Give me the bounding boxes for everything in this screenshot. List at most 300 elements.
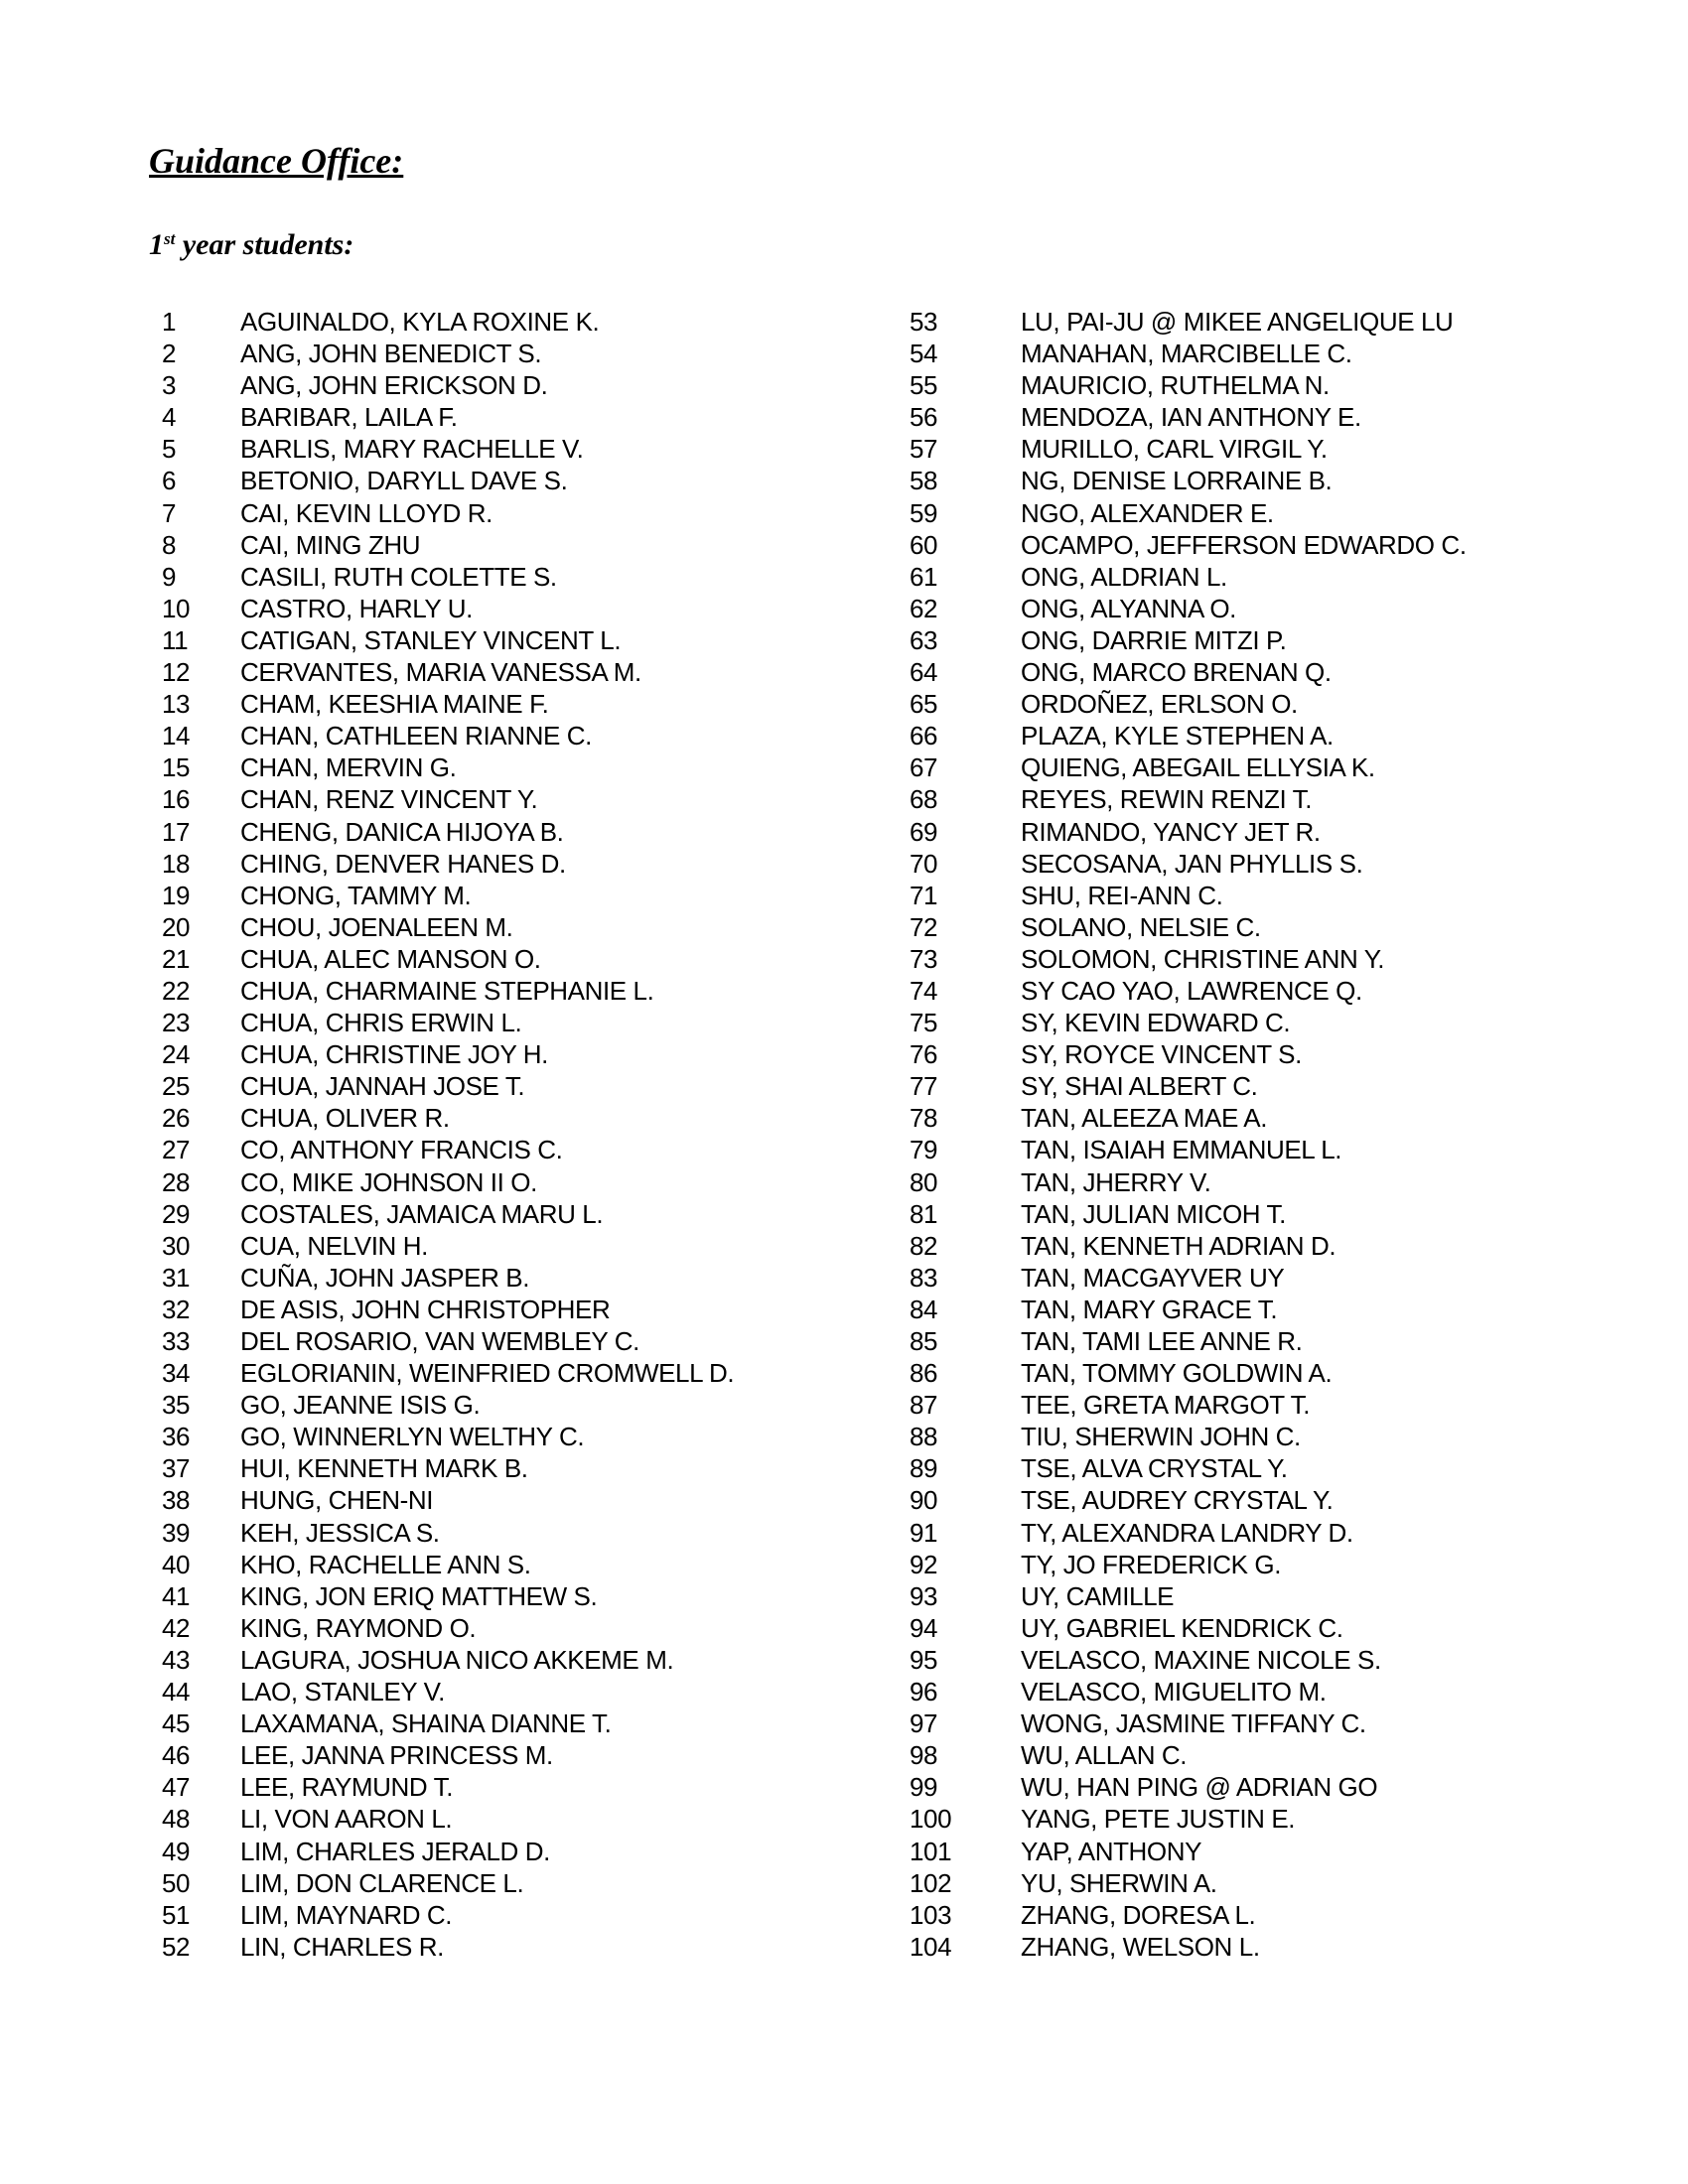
list-item	[129, 433, 824, 465]
student-name: ANG, JOHN ERICKSON D.	[240, 370, 548, 401]
student-name: LI, VON AARON L.	[240, 1804, 453, 1835]
student-name: TAN, ISAIAH EMMANUEL L.	[1021, 1135, 1342, 1165]
list-item	[129, 975, 824, 1007]
student-number: 75	[910, 1008, 938, 1038]
list-item	[129, 1803, 824, 1835]
student-name: GO, WINNERLYN WELTHY C.	[240, 1422, 585, 1452]
student-number: 80	[910, 1166, 938, 1197]
student-name: CHUA, OLIVER R.	[240, 1103, 450, 1134]
list-item	[910, 1325, 1624, 1357]
student-number: 69	[910, 816, 938, 847]
list-item	[910, 1007, 1624, 1038]
list-item	[910, 751, 1624, 783]
list-item	[910, 1357, 1624, 1389]
student-name: EGLORIANIN, WEINFRIED CROMWELL D.	[240, 1358, 735, 1389]
list-item	[910, 593, 1624, 624]
student-number: 32	[162, 1294, 191, 1324]
list-item	[129, 1899, 824, 1931]
student-number: 7	[162, 497, 177, 528]
student-name: ANG, JOHN BENEDICT S.	[240, 339, 542, 369]
student-number: 82	[910, 1230, 938, 1261]
list-item	[129, 688, 824, 720]
student-name: BARIBAR, LAILA F.	[240, 402, 458, 433]
student-name: CHUA, JANNAH JOSE T.	[240, 1071, 525, 1102]
student-name: CHUA, ALEC MANSON O.	[240, 943, 541, 974]
student-name: YAP, ANTHONY	[1021, 1836, 1202, 1866]
list-item	[910, 975, 1624, 1007]
student-number: 94	[910, 1612, 938, 1643]
student-name: CO, ANTHONY FRANCIS C.	[240, 1135, 563, 1165]
student-number: 8	[162, 529, 177, 560]
student-number: 54	[910, 339, 938, 369]
student-number: 87	[910, 1390, 938, 1421]
student-name: CAI, KEVIN LLOYD R.	[240, 497, 492, 528]
student-name: KEH, JESSICA S.	[240, 1517, 440, 1548]
office-title: Guidance Office:	[149, 141, 404, 181]
list-item	[910, 401, 1624, 433]
student-number: 72	[910, 911, 938, 942]
list-item	[910, 1484, 1624, 1516]
student-number: 60	[910, 529, 938, 560]
list-item	[910, 433, 1624, 465]
list-item	[910, 1230, 1624, 1262]
student-number: 104	[910, 1931, 952, 1962]
list-item	[910, 1166, 1624, 1198]
student-number: 101	[910, 1836, 952, 1866]
list-item	[910, 1421, 1624, 1452]
student-name: CHOU, JOENALEEN M.	[240, 911, 513, 942]
list-item	[129, 656, 824, 688]
list-item	[129, 306, 824, 338]
list-item	[910, 1294, 1624, 1325]
student-name: YU, SHERWIN A.	[1021, 1867, 1217, 1898]
student-number: 31	[162, 1262, 191, 1293]
section-title	[149, 230, 353, 260]
ordinal-number: 1	[149, 228, 164, 261]
student-number: 65	[910, 689, 938, 720]
ordinal-suffix: st	[164, 229, 176, 248]
student-number: 17	[162, 816, 191, 847]
list-item	[910, 1262, 1624, 1294]
student-name: LAXAMANA, SHAINA DIANNE T.	[240, 1708, 612, 1739]
list-item	[910, 1038, 1624, 1070]
student-number: 35	[162, 1390, 191, 1421]
student-number: 70	[910, 848, 938, 879]
student-name: CAI, MING ZHU	[240, 529, 421, 560]
student-name: TY, ALEXANDRA LANDRY D.	[1021, 1517, 1353, 1548]
student-name: TAN, TOMMY GOLDWIN A.	[1021, 1358, 1333, 1389]
list-item	[129, 1580, 824, 1612]
list-item	[129, 720, 824, 751]
student-number: 91	[910, 1517, 938, 1548]
student-number: 58	[910, 466, 938, 496]
list-item	[129, 593, 824, 624]
student-name: MANAHAN, MARCIBELLE C.	[1021, 339, 1352, 369]
list-item	[910, 848, 1624, 880]
student-name: TEE, GRETA MARGOT T.	[1021, 1390, 1311, 1421]
student-name: CHONG, TAMMY M.	[240, 880, 472, 910]
student-name: SY, KEVIN EDWARD C.	[1021, 1008, 1291, 1038]
list-item	[910, 1612, 1624, 1644]
student-name: SY CAO YAO, LAWRENCE Q.	[1021, 975, 1362, 1006]
student-number: 51	[162, 1899, 191, 1930]
student-name: ONG, ALYANNA O.	[1021, 593, 1236, 623]
list-item	[129, 401, 824, 433]
list-item	[129, 465, 824, 496]
student-name: NGO, ALEXANDER E.	[1021, 497, 1274, 528]
student-name: KING, RAYMOND O.	[240, 1612, 477, 1643]
student-name: CO, MIKE JOHNSON II O.	[240, 1166, 537, 1197]
student-name: LU, PAI-JU @ MIKEE ANGELIQUE LU	[1021, 307, 1454, 337]
student-number: 16	[162, 784, 191, 815]
student-number: 41	[162, 1580, 191, 1611]
list-item	[910, 911, 1624, 943]
student-name: SHU, REI-ANN C.	[1021, 880, 1223, 910]
student-name: ONG, DARRIE MITZI P.	[1021, 624, 1287, 655]
list-item	[129, 1166, 824, 1198]
list-item	[129, 1357, 824, 1389]
student-number: 40	[162, 1549, 191, 1579]
student-name: ORDOÑEZ, ERLSON O.	[1021, 689, 1298, 720]
student-number: 84	[910, 1294, 938, 1324]
list-item	[129, 1931, 824, 1963]
student-number: 49	[162, 1836, 191, 1866]
list-item	[910, 720, 1624, 751]
student-number: 23	[162, 1008, 191, 1038]
student-number: 13	[162, 689, 191, 720]
list-item	[910, 656, 1624, 688]
student-name: HUI, KENNETH MARK B.	[240, 1453, 528, 1484]
list-item	[910, 1707, 1624, 1739]
student-number: 2	[162, 339, 177, 369]
student-number: 81	[910, 1198, 938, 1229]
student-number: 12	[162, 657, 191, 688]
student-number: 5	[162, 434, 177, 465]
student-name: CERVANTES, MARIA VANESSA M.	[240, 657, 641, 688]
list-item	[129, 1230, 824, 1262]
list-item	[910, 783, 1624, 815]
list-item	[129, 624, 824, 656]
student-number: 67	[910, 752, 938, 783]
student-number: 83	[910, 1262, 938, 1293]
list-item	[129, 369, 824, 401]
list-item	[129, 1484, 824, 1516]
student-name: MENDOZA, IAN ANTHONY E.	[1021, 402, 1361, 433]
list-item	[910, 1899, 1624, 1931]
student-name: YANG, PETE JUSTIN E.	[1021, 1804, 1296, 1835]
section-label: year students:	[182, 228, 354, 261]
student-name: COSTALES, JAMAICA MARU L.	[240, 1198, 604, 1229]
list-item	[910, 1580, 1624, 1612]
student-name: LAGURA, JOSHUA NICO AKKEME M.	[240, 1644, 674, 1675]
student-list-left	[129, 306, 824, 1963]
student-number: 98	[910, 1740, 938, 1771]
student-number: 9	[162, 561, 177, 592]
list-item	[910, 816, 1624, 848]
student-number: 15	[162, 752, 191, 783]
student-name: KHO, RACHELLE ANN S.	[240, 1549, 531, 1579]
student-name: REYES, REWIN RENZI T.	[1021, 784, 1313, 815]
list-item	[910, 306, 1624, 338]
student-number: 93	[910, 1580, 938, 1611]
list-item	[910, 369, 1624, 401]
student-name: TIU, SHERWIN JOHN C.	[1021, 1422, 1301, 1452]
student-number: 50	[162, 1867, 191, 1898]
student-name: ONG, MARCO BRENAN Q.	[1021, 657, 1332, 688]
list-item	[910, 1739, 1624, 1771]
list-item	[129, 1644, 824, 1676]
student-name: OCAMPO, JEFFERSON EDWARDO C.	[1021, 529, 1467, 560]
student-number: 66	[910, 721, 938, 751]
student-number: 38	[162, 1485, 191, 1516]
student-name: LEE, RAYMUND T.	[240, 1772, 454, 1803]
list-item	[129, 1517, 824, 1549]
student-number: 39	[162, 1517, 191, 1548]
student-number: 96	[910, 1677, 938, 1707]
list-item	[910, 1836, 1624, 1867]
student-number: 99	[910, 1772, 938, 1803]
list-item	[910, 529, 1624, 561]
list-item	[910, 1644, 1624, 1676]
student-number: 103	[910, 1899, 952, 1930]
student-name: SOLOMON, CHRISTINE ANN Y.	[1021, 943, 1385, 974]
student-name: DEL ROSARIO, VAN WEMBLEY C.	[240, 1326, 639, 1356]
student-number: 46	[162, 1740, 191, 1771]
student-name: QUIENG, ABEGAIL ELLYSIA K.	[1021, 752, 1375, 783]
student-name: TAN, ALEEZA MAE A.	[1021, 1103, 1268, 1134]
student-number: 30	[162, 1230, 191, 1261]
student-name: CHAM, KEESHIA MAINE F.	[240, 689, 549, 720]
list-item	[129, 1325, 824, 1357]
list-item	[910, 561, 1624, 593]
list-item	[910, 1070, 1624, 1102]
student-number: 64	[910, 657, 938, 688]
student-name: CUA, NELVIN H.	[240, 1230, 428, 1261]
student-number: 61	[910, 561, 938, 592]
list-item	[129, 1452, 824, 1484]
list-item	[910, 880, 1624, 911]
student-name: TAN, TAMI LEE ANNE R.	[1021, 1326, 1303, 1356]
student-number: 36	[162, 1422, 191, 1452]
student-name: LIM, CHARLES JERALD D.	[240, 1836, 550, 1866]
student-name: HUNG, CHEN-NI	[240, 1485, 434, 1516]
student-number: 95	[910, 1644, 938, 1675]
student-name: NG, DENISE LORRAINE B.	[1021, 466, 1333, 496]
list-item	[129, 1294, 824, 1325]
student-name: WU, ALLAN C.	[1021, 1740, 1188, 1771]
list-item	[910, 1198, 1624, 1230]
list-item	[129, 338, 824, 369]
list-item	[910, 1867, 1624, 1899]
student-name: UY, CAMILLE	[1021, 1580, 1175, 1611]
list-item	[129, 1070, 824, 1102]
list-item	[129, 1549, 824, 1580]
list-item	[129, 561, 824, 593]
student-number: 14	[162, 721, 191, 751]
list-item	[910, 497, 1624, 529]
student-number: 68	[910, 784, 938, 815]
list-item	[910, 1134, 1624, 1165]
list-item	[129, 911, 824, 943]
student-name: WU, HAN PING @ ADRIAN GO	[1021, 1772, 1378, 1803]
list-item	[129, 1007, 824, 1038]
student-number: 59	[910, 497, 938, 528]
student-name: ZHANG, WELSON L.	[1021, 1931, 1260, 1962]
student-name: PLAZA, KYLE STEPHEN A.	[1021, 721, 1334, 751]
student-number: 26	[162, 1103, 191, 1134]
list-item	[910, 1803, 1624, 1835]
student-number: 27	[162, 1135, 191, 1165]
student-name: GO, JEANNE ISIS G.	[240, 1390, 481, 1421]
student-name: CHAN, RENZ VINCENT Y.	[240, 784, 538, 815]
student-name: TAN, JHERRY V.	[1021, 1166, 1211, 1197]
list-item	[129, 1771, 824, 1803]
student-number: 92	[910, 1549, 938, 1579]
list-item	[129, 1038, 824, 1070]
student-number: 56	[910, 402, 938, 433]
student-name: CUÑA, JOHN JASPER B.	[240, 1262, 530, 1293]
student-name: TSE, AUDREY CRYSTAL Y.	[1021, 1485, 1334, 1516]
student-name: TAN, KENNETH ADRIAN D.	[1021, 1230, 1336, 1261]
list-item	[129, 529, 824, 561]
list-item	[910, 688, 1624, 720]
list-item	[129, 1739, 824, 1771]
list-item	[129, 1612, 824, 1644]
student-name: CASTRO, HARLY U.	[240, 593, 473, 623]
list-item	[910, 1102, 1624, 1134]
student-number: 3	[162, 370, 177, 401]
student-name: CHUA, CHRISTINE JOY H.	[240, 1039, 548, 1070]
student-name: ONG, ALDRIAN L.	[1021, 561, 1227, 592]
student-number: 6	[162, 466, 177, 496]
list-item	[129, 783, 824, 815]
list-item	[910, 943, 1624, 975]
student-number: 62	[910, 593, 938, 623]
student-number: 100	[910, 1804, 952, 1835]
student-number: 53	[910, 307, 938, 337]
student-name: RIMANDO, YANCY JET R.	[1021, 816, 1321, 847]
student-name: SY, SHAI ALBERT C.	[1021, 1071, 1258, 1102]
student-number: 1	[162, 307, 177, 337]
list-item	[910, 465, 1624, 496]
student-name: CHAN, CATHLEEN RIANNE C.	[240, 721, 592, 751]
student-number: 90	[910, 1485, 938, 1516]
student-number: 71	[910, 880, 938, 910]
student-name: TAN, MARY GRACE T.	[1021, 1294, 1278, 1324]
student-number: 21	[162, 943, 191, 974]
student-name: SOLANO, NELSIE C.	[1021, 911, 1261, 942]
student-name: LIM, MAYNARD C.	[240, 1899, 453, 1930]
student-number: 47	[162, 1772, 191, 1803]
student-number: 102	[910, 1867, 952, 1898]
student-number: 74	[910, 975, 938, 1006]
student-name: DE ASIS, JOHN CHRISTOPHER	[240, 1294, 611, 1324]
student-number: 4	[162, 402, 177, 433]
list-item	[129, 497, 824, 529]
student-number: 63	[910, 624, 938, 655]
student-number: 97	[910, 1708, 938, 1739]
student-number: 73	[910, 943, 938, 974]
student-number: 11	[162, 624, 189, 655]
list-item	[910, 338, 1624, 369]
student-name: WONG, JASMINE TIFFANY C.	[1021, 1708, 1366, 1739]
list-item	[910, 1931, 1624, 1963]
student-name: TAN, MACGAYVER UY	[1021, 1262, 1285, 1293]
student-name: BARLIS, MARY RACHELLE V.	[240, 434, 584, 465]
student-number: 52	[162, 1931, 191, 1962]
student-name: VELASCO, MAXINE NICOLE S.	[1021, 1644, 1381, 1675]
list-item	[129, 1102, 824, 1134]
student-name: MURILLO, CARL VIRGIL Y.	[1021, 434, 1328, 465]
student-name: CASILI, RUTH COLETTE S.	[240, 561, 557, 592]
student-number: 25	[162, 1071, 191, 1102]
student-number: 45	[162, 1708, 191, 1739]
student-number: 79	[910, 1135, 938, 1165]
student-name: MAURICIO, RUTHELMA N.	[1021, 370, 1330, 401]
student-number: 76	[910, 1039, 938, 1070]
student-number: 42	[162, 1612, 191, 1643]
list-item	[129, 848, 824, 880]
student-number: 89	[910, 1453, 938, 1484]
student-number: 20	[162, 911, 191, 942]
student-number: 18	[162, 848, 191, 879]
list-item	[910, 1676, 1624, 1707]
student-name: SY, ROYCE VINCENT S.	[1021, 1039, 1302, 1070]
student-name: CHUA, CHRIS ERWIN L.	[240, 1008, 522, 1038]
student-list-right	[910, 306, 1624, 1963]
list-item	[129, 1262, 824, 1294]
list-item	[129, 1867, 824, 1899]
student-number: 85	[910, 1326, 938, 1356]
student-number: 10	[162, 593, 191, 623]
list-item	[129, 1421, 824, 1452]
student-number: 48	[162, 1804, 191, 1835]
student-name: TY, JO FREDERICK G.	[1021, 1549, 1282, 1579]
student-number: 29	[162, 1198, 191, 1229]
student-name: KING, JON ERIQ MATTHEW S.	[240, 1580, 598, 1611]
student-name: LIM, DON CLARENCE L.	[240, 1867, 524, 1898]
list-item	[910, 1549, 1624, 1580]
list-item	[129, 1134, 824, 1165]
student-number: 55	[910, 370, 938, 401]
student-name: LIN, CHARLES R.	[240, 1931, 444, 1962]
student-number: 19	[162, 880, 191, 910]
list-item	[129, 1707, 824, 1739]
student-number: 78	[910, 1103, 938, 1134]
student-number: 44	[162, 1677, 191, 1707]
list-item	[910, 1452, 1624, 1484]
student-name: CHAN, MERVIN G.	[240, 752, 457, 783]
student-number: 28	[162, 1166, 191, 1197]
student-name: CHUA, CHARMAINE STEPHANIE L.	[240, 975, 654, 1006]
student-number: 43	[162, 1644, 191, 1675]
student-name: ZHANG, DORESA L.	[1021, 1899, 1256, 1930]
student-name: BETONIO, DARYLL DAVE S.	[240, 466, 568, 496]
student-name: TSE, ALVA CRYSTAL Y.	[1021, 1453, 1288, 1484]
student-number: 86	[910, 1358, 938, 1389]
student-name: TAN, JULIAN MICOH T.	[1021, 1198, 1286, 1229]
student-name: UY, GABRIEL KENDRICK C.	[1021, 1612, 1343, 1643]
student-name: CHING, DENVER HANES D.	[240, 848, 566, 879]
list-item	[129, 943, 824, 975]
list-item	[910, 1517, 1624, 1549]
student-number: 34	[162, 1358, 191, 1389]
student-name: CHENG, DANICA HIJOYA B.	[240, 816, 564, 847]
student-number: 33	[162, 1326, 191, 1356]
student-name: VELASCO, MIGUELITO M.	[1021, 1677, 1327, 1707]
student-name: CATIGAN, STANLEY VINCENT L.	[240, 624, 622, 655]
list-item	[129, 816, 824, 848]
